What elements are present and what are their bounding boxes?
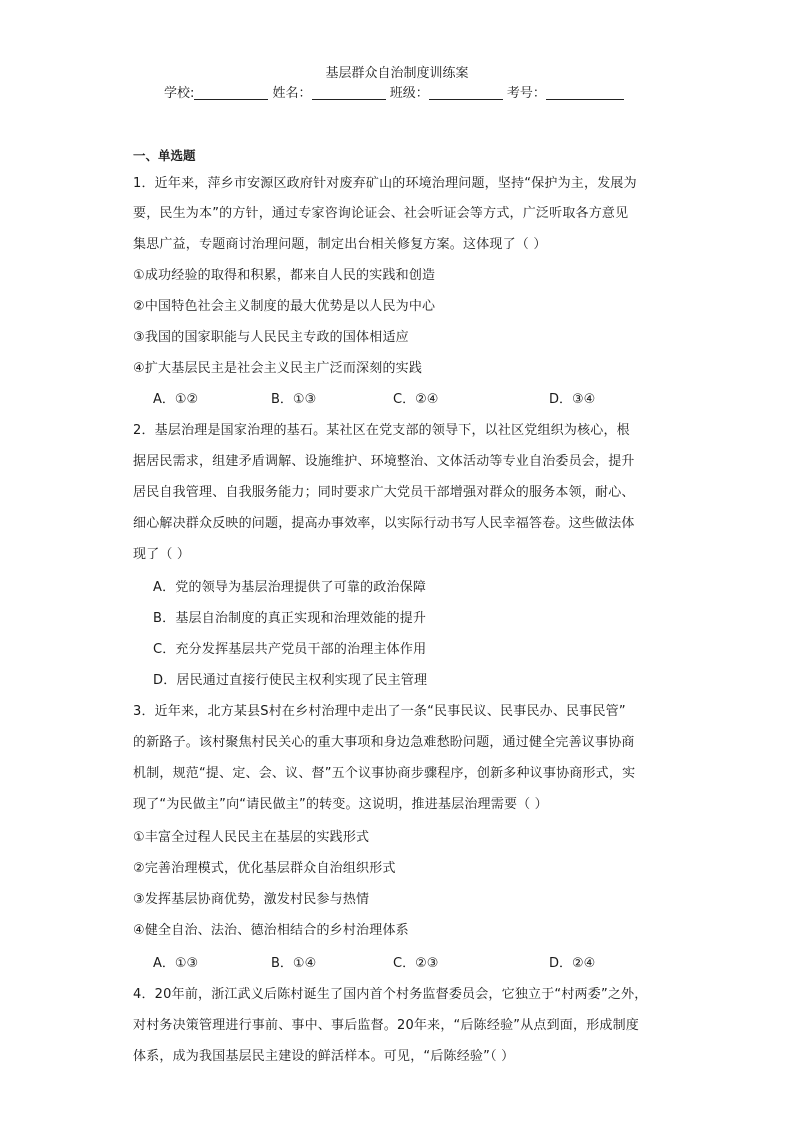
q1-statement: ④扩大基层民主是社会主义民主广泛而深刻的实践: [133, 361, 423, 376]
q2-line: 居民自我管理、自我服务能力；同时要求广大党员干部增强对群众的服务本领，耐心、: [133, 485, 635, 500]
q3-line: 的新路子。该村聚焦村民关心的重大事项和身边急难愁盼问题，通过健全完善议事协商: [133, 735, 635, 750]
q1-statement: ③我国的国家职能与人民民主专政的国体相适应: [133, 330, 409, 345]
q3-option-b[interactable]: B．①④: [271, 956, 317, 971]
q3-option-a[interactable]: A．①③: [153, 956, 199, 971]
student-info-row: [164, 82, 644, 101]
exam-id-blank[interactable]: [546, 85, 624, 100]
q3-line: 机制，规范“提、定、会、议、督”五个议事协商步骤程序，创新多种议事协商形式，实: [133, 766, 636, 781]
q2-option-d[interactable]: D．居民通过直接行使民主权利实现了民主管理: [153, 673, 428, 688]
q1-option-b[interactable]: B．①③: [271, 392, 317, 407]
q2-line: 据居民需求，组建矛盾调解、设施维护、环境整治、文体活动等专业自治委员会，提升: [133, 454, 635, 469]
q1-line: 1．近年来，萍乡市安源区政府针对废弃矿山的环境治理问题，坚持“保护为主，发展为: [133, 176, 637, 191]
q1-option-c[interactable]: C．②④: [393, 392, 439, 407]
school-blank[interactable]: [194, 85, 268, 100]
q3-option-d[interactable]: D．②④: [549, 956, 596, 971]
q2-line: 细心解决群众反映的问题，提高办事效率，以实际行动书写人民幸福答卷。这些做法体: [133, 516, 635, 531]
q1-line: 集思广益，专题商讨治理问题，制定出台相关修复方案。这体现了（ ）: [133, 237, 547, 252]
q1-statement: ②中国特色社会主义制度的最大优势是以人民为中心: [133, 299, 436, 314]
name-blank[interactable]: [312, 85, 386, 100]
q3-statement: ①丰富全过程人民民主在基层的实践形式: [133, 830, 370, 845]
q3-line: 现了“为民做主”向“请民做主”的转变。这说明，推进基层治理需要（ ）: [133, 797, 548, 812]
document-title: 基层群众自治制度训练案: [325, 66, 469, 81]
q2-line: 现了（ ）: [133, 547, 191, 562]
q4-line: 体系，成为我国基层民主建设的鲜活样本。可见，“后陈经验”（ ）: [133, 1049, 515, 1064]
q1-option-a[interactable]: A．①②: [153, 392, 199, 407]
q3-option-c[interactable]: C．②③: [393, 956, 439, 971]
q3-statement: ④健全自治、法治、德治相结合的乡村治理体系: [133, 923, 409, 938]
q1-option-d[interactable]: D．③④: [549, 392, 596, 407]
q3-statement: ③发挥基层协商优势，激发村民参与热情: [133, 892, 370, 907]
class-blank[interactable]: [429, 85, 503, 100]
class-label: 班级：: [389, 86, 429, 101]
school-label: 学校:: [164, 86, 195, 101]
exam-id-label: 考号：: [506, 86, 546, 101]
q4-line: 对村务决策管理进行事前、事中、事后监督。20年来，“后陈经验”从点到面，形成制度: [133, 1018, 640, 1033]
q3-statement: ②完善治理模式，优化基层群众自治组织形式: [133, 861, 396, 876]
name-label: 姓名：: [272, 86, 312, 101]
section-title: 一、单选题: [133, 148, 196, 163]
q1-statement: ①成功经验的取得和积累，都来自人民的实践和创造: [133, 268, 436, 283]
q1-line: 要，民生为本”的方针，通过专家咨询论证会、社会听证会等方式，广泛听取各方意见: [133, 206, 629, 221]
q4-line: 4．20年前，浙江武义后陈村诞生了国内首个村务监督委员会，它独立于“村两委”之外，: [133, 987, 648, 1002]
q2-line: 2．基层治理是国家治理的基石。某社区在党支部的领导下，以社区党组织为核心，根: [133, 423, 630, 438]
q2-option-b[interactable]: B．基层自治制度的真正实现和治理效能的提升: [153, 611, 427, 626]
q2-option-a[interactable]: A．党的领导为基层治理提供了可靠的政治保障: [153, 580, 427, 595]
q2-option-c[interactable]: C．充分发挥基层共产党员干部的治理主体作用: [153, 642, 427, 657]
q3-line: 3．近年来，北方某县S村在乡村治理中走出了一条“民事民议、民事民办、民事民管”: [133, 704, 626, 719]
